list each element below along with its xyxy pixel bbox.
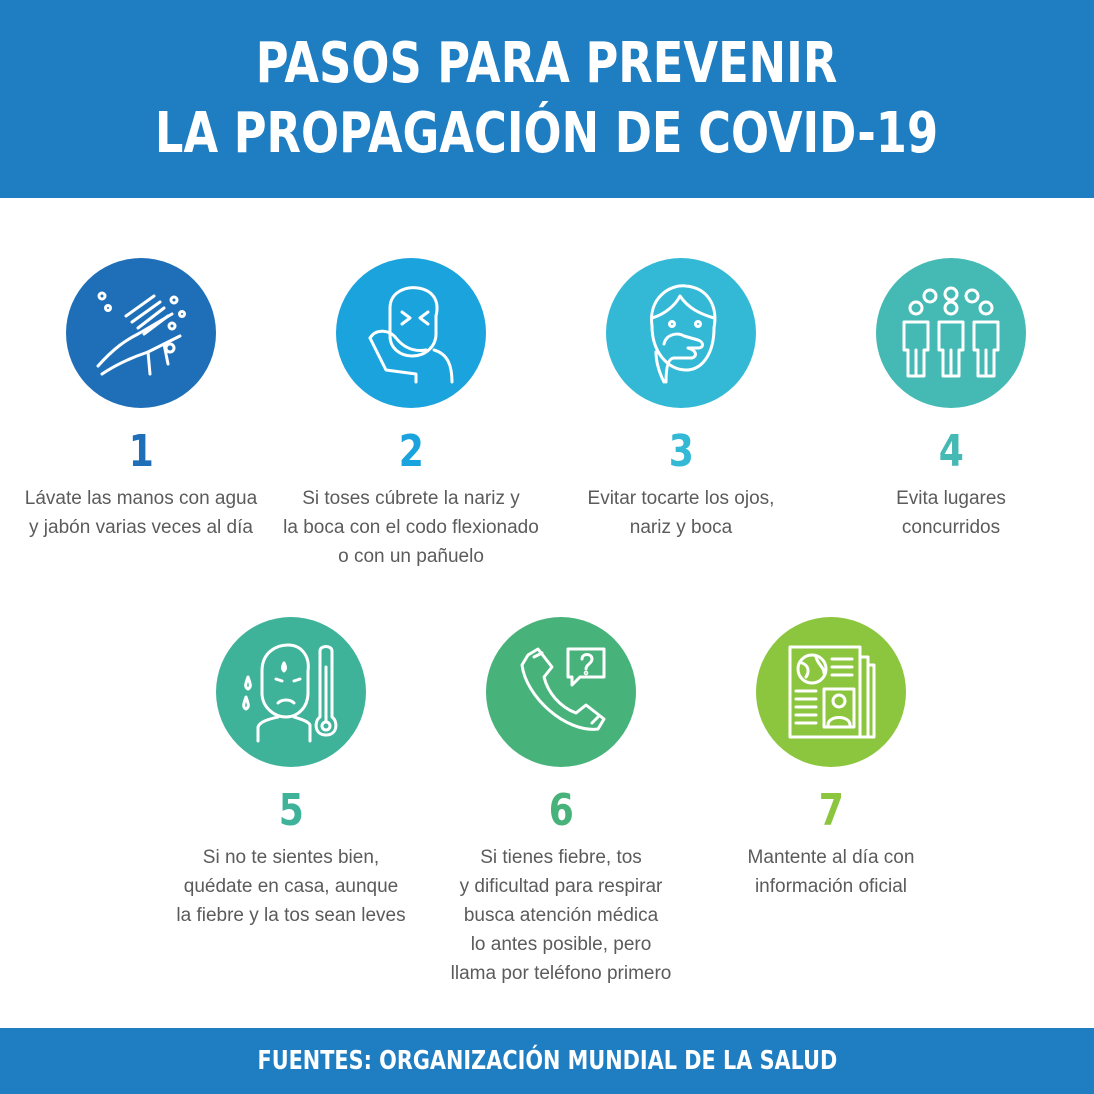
step-2-text: Si toses cúbrete la nariz y la boca con el codo flexionado o con un pañuelo	[283, 488, 539, 567]
step-4-circle	[876, 258, 1026, 408]
step-7	[696, 617, 966, 901]
step-4	[816, 258, 1086, 542]
page-title-line-1: PASOS PARA PREVENIR	[256, 31, 838, 96]
crowd-icon	[896, 278, 1006, 388]
step-1-circle	[66, 258, 216, 408]
step-5-number: 5	[278, 785, 304, 836]
step-3-circle	[606, 258, 756, 408]
step-5-text: Si no te sientes bien, quédate en casa, aunque la fiebre y la tos sean leves	[176, 847, 406, 926]
step-3-number: 3	[668, 426, 694, 477]
step-6-circle	[486, 617, 636, 767]
phone-question-icon	[506, 637, 616, 747]
step-6	[426, 617, 696, 988]
page-title-line-2: LA PROPAGACIÓN DE COVID-19	[155, 101, 939, 166]
step-2-number: 2	[398, 426, 424, 477]
step-1-number: 1	[128, 426, 154, 477]
step-2	[276, 258, 546, 571]
step-5-circle	[216, 617, 366, 767]
step-1-text: Lávate las manos con agua y jabón varias veces al día	[24, 488, 258, 538]
step-6-number: 6	[548, 785, 574, 836]
step-3-text: Evitar tocarte los ojos, nariz y boca	[587, 488, 775, 538]
hand-washing-icon	[86, 278, 196, 388]
footer-banner	[0, 1028, 1094, 1094]
step-2-circle	[336, 258, 486, 408]
step-3	[546, 258, 816, 542]
cough-elbow-icon	[356, 278, 466, 388]
step-4-text: Evita lugares concurridos	[896, 488, 1006, 538]
step-7-circle	[756, 617, 906, 767]
sources-text: FUENTES: ORGANIZACIÓN MUNDIAL DE LA SALUD	[257, 1046, 837, 1076]
newspaper-icon	[776, 637, 886, 747]
header-banner	[0, 0, 1094, 198]
step-1	[6, 258, 276, 542]
fever-thermometer-icon	[236, 637, 346, 747]
step-7-text: Mantente al día con información oficial	[747, 847, 915, 897]
step-5	[156, 617, 426, 930]
step-4-number: 4	[938, 426, 964, 477]
step-6-text: Si tienes fiebre, tos y dificultad para respirar busca atención médica lo antes posible, pero llama por teléfono primero	[450, 847, 672, 984]
face-touch-icon	[626, 278, 736, 388]
step-7-number: 7	[818, 785, 844, 836]
